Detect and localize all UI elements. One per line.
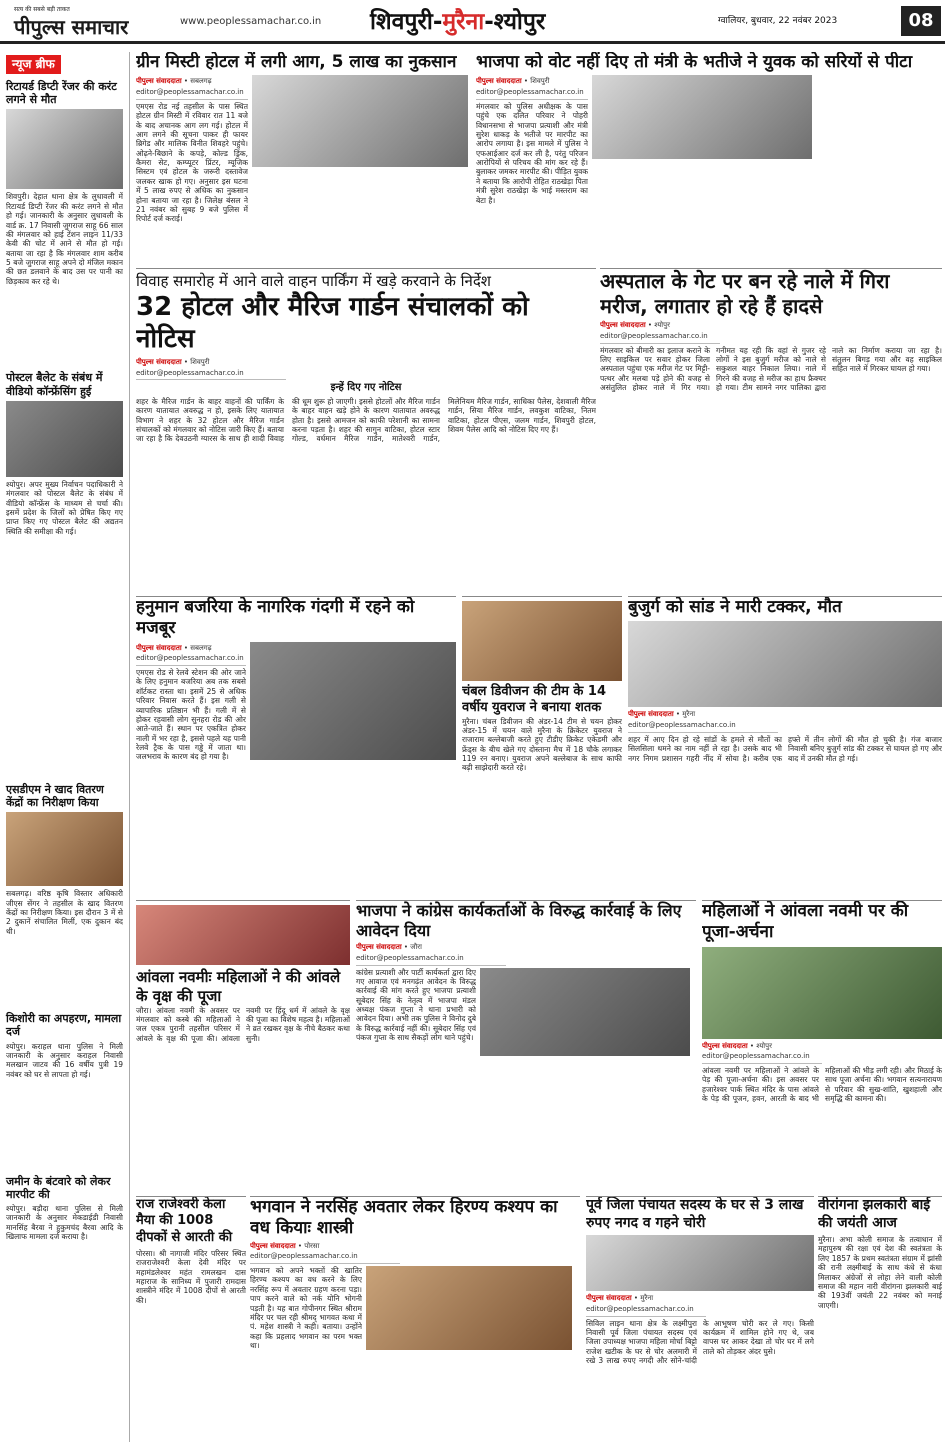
news-brief-tag: न्यूज ब्रीफ xyxy=(6,55,61,74)
headline: बुजुर्ग को सांड ने मारी टक्कर, मौत xyxy=(628,597,842,617)
brief-headline: पोस्टल बैलेट के संबंध में वीडियो कॉन्फ्रेंसिंग हुई xyxy=(6,371,103,398)
logo-text: पीपुल्स समाचार xyxy=(14,15,129,39)
headline: आंवला नवमीः महिलाओं ने की आंवले के वृक्ष की पूजा xyxy=(136,968,341,1005)
headline: चंबल डिवीजन की टीम के 14 वर्षीय युवराज ने बनाया शतक xyxy=(462,684,607,716)
byline: पीपुल्स संवाददाता • मुरैना xyxy=(586,1294,654,1302)
brief-headline: रिटायर्ड डिप्टी रेंजर की करंट लगने से मौत xyxy=(6,80,117,107)
story-body: मंगलवार को पुलिस अधीक्षक के पास पहुंचे एक दलित परिवार ने पोहरी विधानसभा से भाजपा प्रत्याशी और मंत्री सुरेश धाकड़ के भतीजे पर मारपीट का आरोप लगाया है। इस मामले में पुलिस ने एफआईआर दर्ज कर ली है, परंतु परिजन आरोपियों से परिचय की मांग कर रहे हैं। बुलाकर जमकर मारपीट की। पीड़ित युवक ने बताया कि आरोपी रोहित राठखेड़ा पिता मंत्री सुरेश राठखेड़ा के भाई मस्तराम का बेटा है। xyxy=(476,101,588,205)
byline: पीपुल्स संवाददाता • सबलगढ़ xyxy=(136,643,212,652)
byline-reporter: पीपुल्स संवाददाता xyxy=(136,77,182,86)
story-bjp-vote-assault[interactable] xyxy=(476,52,942,264)
byline-place: शिवपुरी xyxy=(190,357,210,366)
brief-photo xyxy=(6,109,123,189)
story-body: पोरसा। श्री नागाजी मंदिर परिसर स्थित राजराजेश्वरी केला देवी मंदिर पर महामंडलेश्वर महंत रामलखन दास महाराज के सानिध्य में पुजारी रामदास शास्त्रीने मंदिर में 1008 दीपों से आरती की। xyxy=(136,1248,246,1305)
story-body: शहर के मैरिज गार्डन के बाहर वाहनों की पार्किंग के कारण यातायात अवरुद्ध न हो, इसके लिए यातायात विभाग ने शहर के 32 होटल और मैरिज गार्डन संचालकों को मंगलवार को नोटिस जारी किए हैं। बताया जा रहा है कि देवउठनी ग्यारस के साथ ही शादी विवाह की धूम शुरू हो जाएगी। इससे होटलों और मैरिज गार्डन के बाहर वाहन खड़े होने के कारण यातायात अवरुद्ध होता है। इससे आमजन को काफी परेशानी का सामना करना पड़ता है। शहर की सागुन वाटिका, होटल स्टार गोल्ड, वर्धमान मैरिज गार्डन, मातेश्वरी गार्डन, मिलेनियम मैरिज गार्डन, साधिका पैलेस, देशवाली मैरिज गार्डन, सिया मैरिज गार्डन, लवकुश वाटिका, नितम वाटिका, होटल पीएस, जलम गार्डन, शिवपुरी होटल, शिवम पैलेस आदि को नोटिस दिए गए हैं। xyxy=(136,396,596,444)
section-title xyxy=(370,4,545,36)
byline-place: सबलगढ़ xyxy=(190,77,212,86)
story-bjp-complaint[interactable] xyxy=(356,900,696,1190)
section-title-morena: मुरैना xyxy=(442,9,485,35)
byline: पीपुल्स संवाददाता • शिवपुरी xyxy=(136,357,210,366)
byline-reporter: पीपुल्स संवाददाता xyxy=(250,1241,296,1250)
email[interactable]: editor@peoplessamachar.co.in xyxy=(356,954,506,966)
byline: पीपुल्स संवाददाता • श्योपुर xyxy=(702,1041,772,1050)
brief-body: श्योपुर। कराहल थाना पुलिस ने मिली जानकारी के अनुसार कराहल निवासी मलखान जाटव की 16 वर्षीय पुत्री 19 नवंबर को घर से लापता हो गई। xyxy=(6,1041,123,1079)
headline: अस्पताल के गेट पर बन रहे नाले में गिरा मरीज, लगातार हो रहे हैं हादसे xyxy=(600,269,890,318)
byline-reporter: पीपुल्स संवाददाता xyxy=(136,357,182,366)
brief-item[interactable] xyxy=(6,80,123,368)
headline: राज राजेश्वरी केला मैया की 1008 दीपकों से आरती की xyxy=(136,1197,233,1245)
headline: ग्रीन मिस्टी होटल में लगी आग, 5 लाख का नुकसान xyxy=(136,52,457,72)
subhead: इन्हें दिए गए नोटिस xyxy=(330,382,402,394)
newspaper-logo[interactable] xyxy=(14,6,128,40)
story-body: जौरा। आंवला नवमी के अवसर पर मंगलवार को कस्बे की महिलाओं ने जल एकत्र पुरानी तहसील परिसर में आंवले के वृक्ष की पूजा की। आंवला नवमी पर हिंदू धर्म में आंवले के वृक्ष की पूजा का विशेष महत्व है। महिलाओं ने व्रत रखकर वृक्ष के नीचे बैठकर कथा सुनी। xyxy=(136,1005,350,1043)
story-amla-navami-sheopur[interactable] xyxy=(702,900,942,1190)
headline: 32 होटल और मैरिज गार्डन संचालकों को नोटिस xyxy=(136,291,529,355)
headline: भगवान ने नरसिंह अवतार लेकर हिरण्य कश्यप का वध कियाः शास्त्री xyxy=(250,1197,558,1239)
story-hotel-fire[interactable] xyxy=(136,52,470,264)
brief-item[interactable] xyxy=(6,783,123,1009)
byline-reporter: पीपुल्स संवाददाता xyxy=(356,943,402,951)
story-kela-maiya-aarti[interactable] xyxy=(136,1196,246,1442)
fire-photo xyxy=(252,75,468,167)
email[interactable]: editor@peoplessamachar.co.in xyxy=(136,369,286,381)
email[interactable]: editor@peoplessamachar.co.in xyxy=(586,1305,706,1317)
byline-place: मुरैना xyxy=(640,1294,654,1302)
byline-reporter: पीपुल्स संवाददाता xyxy=(586,1294,632,1302)
email[interactable]: editor@peoplessamachar.co.in xyxy=(476,88,588,100)
story-body: एमएस रोड नई तहसील के पास स्थित होटल ग्रीन मिस्टी में रविवार रात 11 बजे के बाद अचानक आग लग गई। होटल में आग लगने की सूचना पाकर ही फायर ब्रिगेड और मालिक विनीत शिवहरे पहुंचे। ओढ़ने-बिछाने के कपड़े, कोल्ड ड्रिंक, कैमरा सेट, कम्प्यूटर प्रिंटर, म्यूजिक सिस्टम एवं होटल के जरूरी दस्तावेज जलकर खाक हो गए। अनुसार इस घटना में 5 लाख रुपए से अधिक का नुकसान होना बताया जा रहा है। जिलेक्ष बंसल ने 21 नवंबर को सुबह 9 बजे पुलिस में रिपोर्ट दर्ज कराई। xyxy=(136,101,248,224)
story-bull-attack[interactable] xyxy=(628,596,942,896)
dateline: ग्वालियर, बुधवार, 22 नवंबर 2023 xyxy=(718,16,838,26)
byline: पीपुल्स संवाददाता • शिवपुरी xyxy=(476,77,550,86)
brief-body: श्योपुर। बड़ौदा थाना पुलिस से मिली जानकारी के अनुसार मेकडाईडी निवासी मानसिंह बैरवा ने हुकुमचंद बैरवा आदि के खिलाफ मामला दर्ज कराया है। xyxy=(6,1203,123,1241)
byline-place: श्योपुर xyxy=(756,1041,772,1050)
email[interactable]: editor@peoplessamachar.co.in xyxy=(702,1052,822,1064)
email[interactable]: editor@peoplessamachar.co.in xyxy=(136,654,246,666)
byline: पीपुल्स संवाददाता • पोरसा xyxy=(250,1241,320,1250)
story-body: मुरैना। चंबल डिवीजन की अंडर-14 टीम से चयन होकर अंडर-15 में चयन वाले मुरैना के क्रिकेटर युवराज ने राजाराम बल्लेबाजी करते हुए टीडीए क्रिकेट एकेडमी और फ्रेंड्स के बीच खेले गए दोस्ताना मैच में 18 चौके लगाकर 119 रन बनाए। युवराज अपने बल्लेबाज के साथ काफी बढ़ी साझेदारी करते रहे। xyxy=(462,716,622,773)
women-group-photo xyxy=(136,905,350,965)
website-link[interactable]: www.peoplessamachar.co.in xyxy=(180,16,322,27)
email[interactable]: editor@peoplessamachar.co.in xyxy=(136,88,248,100)
headline: पूर्व जिला पंचायत सदस्य के घर से 3 लाख रुपए नगद व गहने चोरी xyxy=(586,1197,804,1231)
headline: वीरांगना झलकारी बाई की जयंती आज xyxy=(818,1197,931,1231)
brief-body: सबलगढ़। वरिष्ठ कृषि विस्तार अधिकारी जीएस सेंगर ने तहसील के खाद वितरण केंद्रों का निरीक्षण किया। इस दौरान 3 में से 2 दुकानें संचालित मिलीं, एक दुकान बंद थी। xyxy=(6,889,123,936)
cricketer-photo xyxy=(462,601,622,681)
byline: पीपुल्स संवाददाता • मुरैना xyxy=(628,710,696,719)
headline: हनुमान बजरिया के नागरिक गंदगी में रहने को मजबूर xyxy=(136,597,415,639)
email[interactable]: editor@peoplessamachar.co.in xyxy=(628,721,778,733)
story-body: कांग्रेस प्रत्याशी और पार्टी कार्यकर्ता द्वारा दिए गए आवाज एवं मनगढ़ंत आवेदन के विरुद्ध कार्रवाई की मांग करते हुए भाजपा प्रत्याशी सूबेदार सिंह के नेतृत्व में भाजपा मंडल अध्यक्ष पंकज गुप्ता ने थाना प्रभारी को आवेदन दिया। अभी तक पुलिस ने विनोद दुबे के विरुद्ध कार्रवाई नहीं की। सूबेदार सिंह एवं पंकज गुप्ता के साथ सैकड़ों लोग थाने पहुंचे। xyxy=(356,967,476,1043)
email[interactable]: editor@peoplessamachar.co.in xyxy=(600,332,720,344)
headline: भाजपा को वोट नहीं दिए तो मंत्री के भतीजे ने युवक को सरियों से पीटा xyxy=(476,52,913,72)
story-theft[interactable] xyxy=(586,1196,814,1442)
brief-headline: एसडीएम ने खाद वितरण केंद्रों का निरीक्षण किया xyxy=(6,782,104,809)
story-body: मंगलवार को बीमारी का इलाज कराने के लिए साइकिल पर सवार होकर जिला अस्पताल पहुंचा एक मरीज गेट पर मिट्टी-पत्थर और मलबा पड़े होने की वजह से असंतुलित होकर नाले में गिर गया। गनीमत यह रही कि वहां से गुजर रहे लोगों ने इस बुजुर्ग मरीज को नाले से सकुशल बाहर निकाल लिया। नाले में गिरने की वजह से मरीज का हाथ फ्रैक्चर हो गया। टीम सामने नगर पालिका द्वारा नाले का निर्माण कराया जा रहा है। संतुलन बिगड़ गया और वह साइकिल सहित नाले में गिरकर घायल हो गया। xyxy=(600,345,942,392)
headline: भाजपा ने कांग्रेस कार्यकर्ताओं के विरुद्ध कार्रवाई के लिए आवेदन दिया xyxy=(356,901,682,940)
email[interactable]: editor@peoplessamachar.co.in xyxy=(250,1252,400,1264)
story-body: शहर में आए दिन हो रहे सांडों के हमले से मौतों का सिलसिला थमने का नाम नहीं ले रहा है। उसके बाद भी नगर निगम प्रशासन गहरी नींद में सोया है। करीब एक हफ्ते में तीन लोगों की मौत हो चुकी है। गंज बाजार निवासी बनिए बुजुर्ग सांड की टक्कर से घायल हो गए और बाद में उनकी मौत हो गई। xyxy=(628,734,942,763)
story-body: सिविल लाइन थाना क्षेत्र के लक्ष्मीपुरा निवासी पूर्व जिला पंचायत सदस्य एवं जिला उपाध्यक्ष भाजपा महिला मोर्चा बिट्टो राजेश खटीक के घर से चोर अलमारी में रखे 3 लाख रुपए नगदी और सोने-चांदी के आभूषण चोरी कर ले गए। किसी कार्यक्रम में शामिल होने गए थे, जब वापस घर आकर देखा तो चोर घर में लगे ताले को तोड़कर अंदर घुसे। xyxy=(586,1318,814,1365)
byline-reporter: पीपुल्स संवाददाता xyxy=(628,710,674,719)
brief-item[interactable] xyxy=(6,371,123,779)
story-hospital-drain[interactable] xyxy=(600,268,942,592)
section-title-sheopur: -श्योपुर xyxy=(484,9,546,35)
story-jhalkari-bai[interactable] xyxy=(818,1196,942,1442)
katha-photo xyxy=(366,1266,572,1350)
byline-reporter: पीपुल्स संवाददाता xyxy=(702,1041,748,1050)
brief-item[interactable] xyxy=(6,1012,123,1171)
story-hanuman-bajariya[interactable] xyxy=(136,596,456,896)
victim-photo xyxy=(592,75,812,159)
logo-tagline: सत्य की सबसे बड़ी ताकत xyxy=(14,6,70,13)
crowd-photo xyxy=(628,621,942,707)
news-brief-column xyxy=(0,52,130,1442)
byline-place: श्योपुर xyxy=(654,321,670,329)
byline-reporter: पीपुल्स संवाददाता xyxy=(476,77,522,86)
story-narsingh-avatar[interactable] xyxy=(250,1196,580,1442)
brief-photo xyxy=(6,401,123,477)
section-title-shivpuri: शिवपुरी- xyxy=(370,9,443,35)
byline: पीपुल्स संवाददाता • सबलगढ़ xyxy=(136,77,212,86)
brief-photo xyxy=(6,812,123,886)
story-cricket-century[interactable] xyxy=(462,596,622,896)
brief-item[interactable] xyxy=(6,1175,123,1344)
brief-headline: किशोरी का अपहरण, मामला दर्ज xyxy=(6,1012,122,1039)
police-station-photo xyxy=(480,968,690,1056)
story-body: आंवला नवमी पर महिलाओं ने आंवले के पेड़ की पूजा-अर्चना की। इस अवसर पर हजारेश्वर पार्क स्थित मंदिर के पास आंवले के पेड़ की पूजन, हवन, आरती के बाद भी महिलाओं की भीड़ लगी रही। और मिठाई के साथ पूजा अर्चना की। भगवान सत्यनारायण से परिवार की सुख-शांति, खुशहाली और समृद्धि की कामना की। xyxy=(702,1066,942,1104)
brief-body: श्योपुर। अपर मुख्य निर्वाचन पदाधिकारी ने मंगलवार को पोस्टल बैलेट के संबंध में वीडियो कॉन्फ्रेंस के माध्यम से चर्चा की। इसमें प्रदेश के जिलों को प्रेषित किए गए प्राप्त किए गए पोस्टल बैलेट की अद्यतन स्थिति की समीक्षा की गई। xyxy=(6,479,123,536)
masthead xyxy=(0,0,945,44)
byline: पीपुल्स संवाददाता • जौरा xyxy=(356,943,422,951)
byline-place: पोरसा xyxy=(304,1241,320,1250)
byline: पीपुल्स संवाददाता • श्योपुर xyxy=(600,321,670,329)
byline-place: सबलगढ़ xyxy=(190,643,212,652)
kicker: विवाह समारोह में आने वाले वाहन पार्किंग में खड़े करवाने के निर्देश xyxy=(136,272,492,290)
story-body: भगवान को अपने भक्तों की खातिर हिरण्य कश्यप का वध करने के लिए नरसिंह रूप में अवतार ग्रहण करना पड़ा। पाप करने वाले को नर्क योनि भोगनी पड़ती है। यह बात गोपीनगर स्थित श्रीराम मंदिर पर चल रही श्रीमद् भागवत कथा में पं. महेश शास्त्री ने कही। बताया। उन्होंने कहा कि प्रहलाद भगवान का परम भक्त था। xyxy=(250,1266,362,1350)
story-amla-navami-joura[interactable] xyxy=(136,900,350,1190)
byline-reporter: पीपुल्स संवाददाता xyxy=(136,643,182,652)
headline: महिलाओं ने आंवला नवमी पर की पूजा-अर्चना xyxy=(702,901,909,943)
almirah-photo xyxy=(586,1235,814,1291)
brief-body: शिवपुरी। देहात थाना क्षेत्र के लुधावली में रिटायर्ड डिप्टी रेंजर की करंट लगने से मौत हो गई। जानकारी के अनुसार लुधावली के वार्ड क्र. 17 निवासी जुगराज साहू 66 साल की मंगलवार को हाई टेंशन लाइन 11/33 केवी की चोट में आने से मौत हो गई। बताया जा रहा है कि मंगलवार शाम करीब 5 बजे जुगराज साहू अपने दो मंजिल मकान की छत डलवाने के बाद उस पर पानी का छिड़काव कर रहे थे। xyxy=(6,192,123,286)
women-worship-photo xyxy=(702,947,942,1039)
story-hotel-notice[interactable] xyxy=(136,268,596,592)
byline-place: मुरैना xyxy=(682,710,696,719)
story-body: एमएस रोड से रेलवे स्टेशन की ओर जाने के लिए हनुमान बजरिया अब तक सबसे शॉर्टकट रास्ता था। इसमें 25 से अधिक परिवार निवास करते हैं। इस गली से व्यापारिक प्रतिष्ठान भी हैं। गली में से होकर रहवासी लोग सुनहरा रोड की ओर आते-जाते हैं। स्थान पर एकत्रित होकर नाली में भर रहा है, इससे पहले यह पानी रेलवे ट्रैक के पास गड्ढे में जाता था। जलभराव के कारण बंद हो गया है। xyxy=(136,668,246,762)
byline-reporter: पीपुल्स संवाददाता xyxy=(600,321,646,329)
byline-place: जौरा xyxy=(410,943,422,951)
page-number: 08 xyxy=(901,6,941,36)
byline-place: शिवपुरी xyxy=(530,77,550,86)
story-body: मुरैना। अभा कोली समाज के तत्वाधान में महापुरुष की रक्षा एवं देश की स्वतंत्रता के लिए 1857 के प्रथम स्वतंत्रता संग्राम में झांसी की रानी लक्ष्मीबाई के साथ कंधे से कंधा मिलाकर अंग्रेजों से लोहा लेने वाली कोली समाज की महान नारी वीरांगना झलकारी बाई की 193वीं जयंती 22 नवंबर को मनाई जाएगी। xyxy=(818,1235,942,1310)
brief-headline: जमीन के बंटवारे को लेकर मारपीट की xyxy=(6,1174,111,1201)
drain-photo xyxy=(250,642,456,760)
